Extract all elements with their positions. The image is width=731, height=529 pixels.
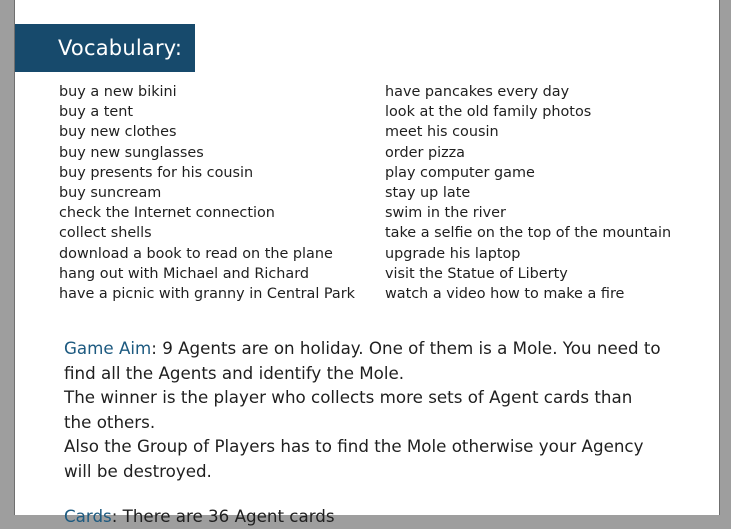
vocab-item: download a book to read on the plane	[59, 245, 333, 262]
vocab-item: take a selfie on the top of the mountain	[385, 225, 672, 242]
game-aim-paragraph	[64, 336, 664, 484]
vocab-item: look at the old family photos	[385, 104, 592, 121]
vocab-item: have pancakes every day	[385, 84, 570, 100]
vocab-item: watch a video how to make a fire	[385, 286, 625, 303]
vocab-item: have a picnic with granny in Central Park	[59, 286, 355, 303]
vocabulary-list-left	[59, 82, 355, 304]
cards-text: : There are 36 Agent cards	[111, 506, 335, 526]
game-aim-text: : 9 Agents are on holiday. One of them is a Mole. You need to find all the Agents and identify the Mole.	[64, 338, 661, 383]
vocabulary-list-right	[385, 82, 671, 304]
vocab-item: collect shells	[59, 225, 152, 242]
vocab-item: meet his cousin	[385, 124, 499, 141]
vocab-item: buy suncream	[59, 185, 162, 202]
vocab-item: check the Internet connection	[59, 205, 275, 222]
vocab-item: buy a tent	[59, 104, 133, 121]
game-aim-label: Game Aim	[64, 338, 152, 358]
vocab-item: swim in the river	[385, 205, 506, 222]
vocab-item: visit the Statue of Liberty	[385, 265, 568, 282]
vocab-item: play computer game	[385, 164, 535, 181]
vocab-item: upgrade his laptop	[385, 245, 521, 262]
vocab-item: buy new clothes	[59, 124, 177, 141]
winner-rule-text: The winner is the player who collects more sets of Agent cards than the others.	[64, 387, 633, 432]
vocab-item: buy presents for his cousin	[59, 164, 254, 181]
vocab-item: order pizza	[385, 144, 466, 161]
cards-paragraph	[64, 504, 664, 529]
cards-label: Cards	[64, 506, 112, 526]
vocab-item: buy new sunglasses	[59, 144, 204, 161]
vocab-item: buy a new bikini	[59, 84, 177, 100]
mole-rule-text: Also the Group of Players has to find the Mole otherwise your Agency will be destroyed.	[64, 436, 644, 481]
vocab-item: hang out with Michael and Richard	[59, 265, 310, 282]
vocab-item: stay up late	[385, 185, 471, 202]
document-page	[14, 0, 720, 526]
vocabulary-heading: Vocabulary:	[15, 24, 195, 72]
